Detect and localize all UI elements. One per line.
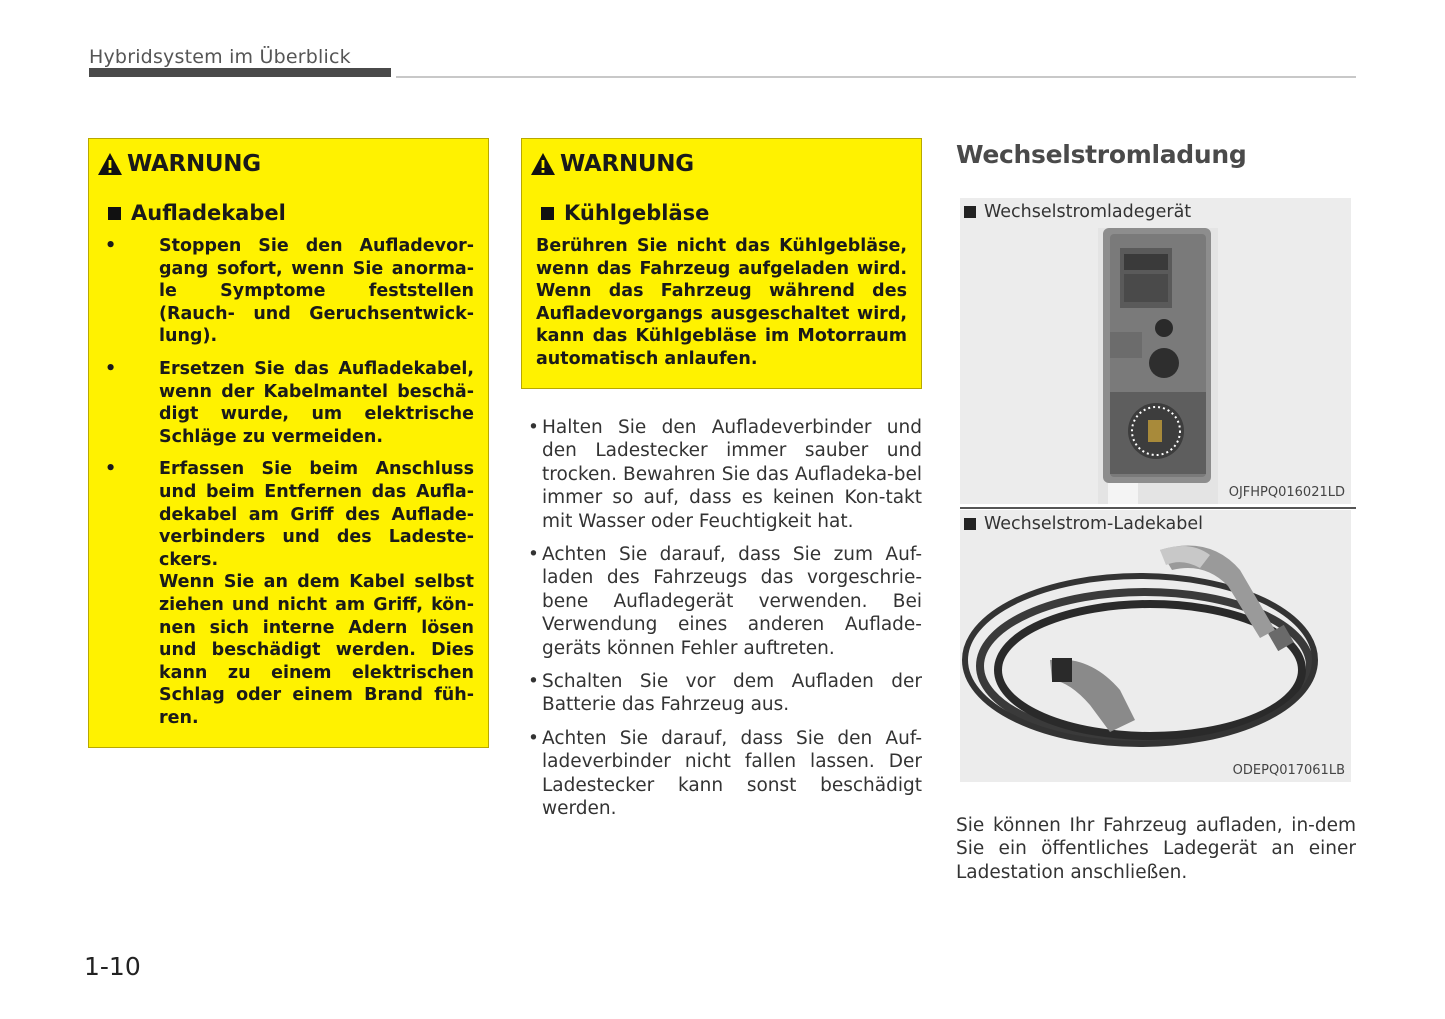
- warning-text: Berühren Sie nicht das Kühlgebläse, wenn das Fahrzeug aufgeladen wird. Wenn das Fahrzeug während des Aufladevorgangs ausgeschaltet wird, kann das Kühlgebläse im Motorraum automatisch anlaufen.: [536, 236, 907, 369]
- square-bullet-icon: [964, 206, 976, 218]
- header-rule: [396, 76, 1356, 78]
- warning-triangle-icon: [530, 152, 556, 176]
- running-header-title: Hybridsystem im Überblick: [89, 46, 351, 68]
- warning-box-charging-cable: [88, 138, 489, 748]
- bullet: •: [105, 236, 117, 256]
- list-item-continuation: Wenn Sie an dem Kabel selbst ziehen und nicht am Griff, kön-nen sich interne Adern lösen und beschädigt werden. Dies kann zu einem elektrischen Schlag oder einem Brand füh-ren.: [159, 572, 474, 728]
- page-number: 1-10: [84, 952, 141, 981]
- list-item: • Ersetzen Sie das Aufladekabel, wenn der Kabelmantel beschä-digt wurde, um elektrische Schläge zu vermeiden.: [105, 358, 474, 447]
- ac-charger-illustration: [960, 198, 1351, 504]
- body-paragraph: Sie können Ihr Fahrzeug aufladen, in-dem Sie ein öffentliches Ladegerät an einer Ladestation anschließen.: [956, 815, 1356, 883]
- figure-label: Wechselstromladegerät: [964, 202, 1191, 222]
- warning-subheading: Aufladekabel: [108, 201, 474, 225]
- figure-ac-cable: [960, 510, 1351, 782]
- list-item: • Stoppen Sie den Aufladevor-gang sofort, wenn Sie anorma-le Symptome feststellen (Rauch- und Geruchsentwick-lung).: [105, 236, 474, 347]
- figure-code: ODEPQ017061LB: [1232, 763, 1345, 778]
- bullet: •: [105, 459, 117, 480]
- list-item: • Achten Sie darauf, dass Sie den Auf-ladeverbinder nicht fallen lassen. Der Ladestecker kann sonst beschädigt werden.: [526, 727, 922, 821]
- section-heading: Wechselstromladung: [956, 140, 1247, 169]
- list-item: • Schalten Sie vor dem Aufladen der Batterie das Fahrzeug aus.: [526, 670, 922, 717]
- charging-instructions-list: [526, 416, 922, 831]
- list-item: • Halten Sie den Aufladeverbinder und den Ladestecker immer sauber und trocken. Bewahren Sie das Aufladeka-bel immer so auf, dass es keinen Kon-takt mit Wasser oder Feuchtigkeit hat.: [526, 416, 922, 533]
- figure-divider: [960, 507, 1356, 509]
- square-bullet-icon: [108, 207, 121, 220]
- bullet: •: [105, 358, 117, 379]
- warning-triangle-icon: [97, 152, 123, 176]
- figure-label: Wechselstrom-Ladekabel: [964, 514, 1203, 534]
- ac-cable-illustration: [960, 510, 1351, 782]
- list-item: • Achten Sie darauf, dass Sie zum Auf-laden des Fahrzeugs das vorgeschrie-bene Aufladegerät verwenden. Bei Verwendung eines anderen Auflade-geräts können Fehler auftreten.: [526, 543, 922, 660]
- warning-heading: WARNUNG: [97, 151, 474, 177]
- warning-heading: WARNUNG: [530, 151, 907, 177]
- figure-ac-charger: [960, 198, 1351, 504]
- header-bar-dark: [89, 68, 391, 77]
- warning-subheading: Kühlgebläse: [541, 201, 907, 225]
- square-bullet-icon: [964, 518, 976, 530]
- figure-code: OJFHPQ016021LD: [1228, 485, 1345, 500]
- list-item: • Erfassen Sie beim Anschluss und beim Entfernen das Aufla-dekabel am Griff des Auflade-verbinders und des Ladeste-ckers. Wenn Sie an dem Kabel selbst ziehen und nicht am Griff, kön-nen sich interne Adern lösen und beschädigt werden. Dies kann zu einem elektrischen Schlag oder einem Brand füh-ren.: [105, 459, 474, 728]
- warning-box-cooling-fan: [521, 138, 922, 389]
- warning-list: [97, 235, 474, 729]
- square-bullet-icon: [541, 207, 554, 220]
